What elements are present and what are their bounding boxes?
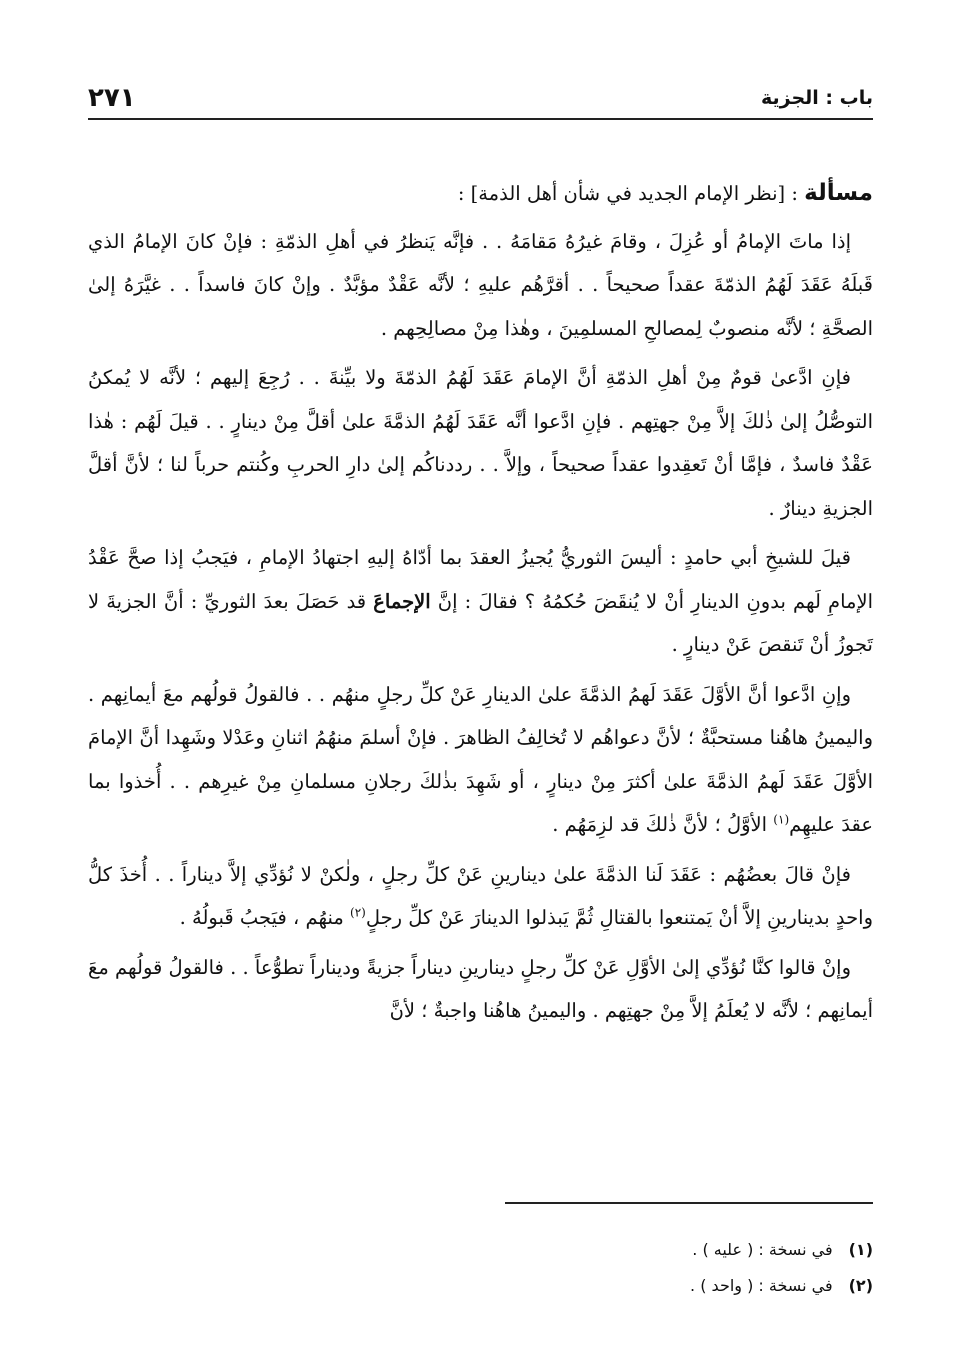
footnote-1 (88, 1232, 873, 1268)
paragraph-3 (88, 536, 873, 667)
paragraph-5-text-start: فإنْ قالَ بعضُهُم : عَقَدَ لَنا الذمَّةَ علىٰ دينارينِ عَنْ كلِّ رجلٍ ، ولٰكنْ لا نُؤدِّي إلاَّ ديناراً . . أُخذَ كلُّ واحدٍ بدينارينِ إلاَّ أنْ يَمتنعوا بالقتالِ ثُمَّ يَبذلوا الدينارَ عَنْ كلِّ رجلٍ (88, 862, 873, 929)
paragraph-2: فإنِ ادَّعىٰ قومٌ مِنْ أهلِ الذمّةِ أنَّ الإمامَ عَقَدَ لَهُمُ الذمّةَ ولا بيِّنةَ . . رُجِعَ إليهم ؛ لأنَّه لا يُمكنُ التوصُّلُ إلىٰ ذٰلكَ إلاَّ مِنْ جهتِهم . فإنِ ادَّعوا أنَّه عَقَدَ لَهُمُ الذمَّةَ علىٰ أقلَّ مِنْ دينارٍ . . قيلَ لَهُم : هٰذا عَقْدٌ فاسدٌ ، فإمَّا أنْ تَعقِدوا عقداً صحيحاً ، وإلاَّ . . رددناكُم إلىٰ دارِ الحربِ وكُنتم حرباً لنا ؛ لأنَّ أقلَّ الجزيةِ دينارٌ . (88, 366, 873, 520)
paragraph-6: وإنْ قالوا كنَّا نُؤدِّي إلىٰ الأوَّلِ عَنْ كلِّ رجلٍ دينارينِ ديناراً جزيةً وديناراً تطوُّعاً . . فالقولُ قولُهم معَ أيمانِهم ؛ لأنَّه لا يُعلَمُ إلاَّ مِنْ جهتِهم . واليمينُ هاهُنا واجبةٌ ؛ لأنَّ (88, 955, 873, 1022)
paragraph-4 (88, 673, 873, 847)
footnote-text: في نسخة : ( عليه ) . (692, 1240, 833, 1259)
footnote-2 (88, 1268, 873, 1304)
footnote-number: (٢) (848, 1276, 873, 1295)
paragraph-4-text-start: وإنِ ادَّعوا أنَّ الأوَّلَ عَقَدَ لَهمُ الذمَّةَ علىٰ الدينارِ عَنْ كلِّ رجلٍ منهُم . . فالقولُ قولُهم معَ أيمانِهم . واليمينُ هاهُنا مستحبَّةٌ ؛ لأنَّ دعواهُم لا تُخالِفُ الظاهرَ . فإنْ أسلمَ منهُمُ اثنانِ وعَدْلا وشَهِدا أنَّ الإمامَ الأوَّلَ عَقَدَ لَهمُ الذمَّةَ علىٰ أكثرَ مِنْ دينارٍ ، أو شَهِدَ بذٰلكَ رجلانِ مسلمانِ مِنْ غيرِهم . . أُخذوا بما عقدَ عليهِم (88, 682, 873, 836)
paragraph-3-text-start: قيلَ للشيخِ أبي حامدٍ : أليسَ الثوريُّ يُجيزُ العقدَ بما أدّاهُ إليهِ اجتهادُ الإمامِ ، فيَجبُ إذا صحَّ عَقْدُ الإمامِ لَهم بدونِ الدينارِ أنْ لا يُنقَضَ حُكمُهُ ؟ فقالَ : إنَّ (88, 546, 873, 613)
header-divider (88, 118, 873, 120)
section-label: مسألة (804, 180, 873, 206)
paragraph-5 (88, 853, 873, 940)
paragraph-5-text-end: منهُم ، فيَجبُ قَبولُهُ . (179, 906, 351, 929)
emphasized-term: الإجماعَ (373, 589, 431, 613)
section-title: : [نظر الإمام الجديد في شأن أهل الذمة] : (457, 182, 798, 205)
paragraph-4-text-end: الأوَّلُ ؛ لأنَّ ذٰلكَ قد لزِمَهُم . (552, 813, 774, 836)
footnote-marker-2[interactable]: (٢) (350, 905, 366, 920)
page-header (88, 78, 873, 118)
page-number: ٢٧١ (88, 83, 136, 113)
footnote-divider (505, 1202, 873, 1204)
paragraph-1: إذا ماتَ الإمامُ أو عُزِلَ ، وقامَ غيرُهُ مَقامَهُ . . فإنَّه يَنظرُ في أهلِ الذمّةِ : فإنْ كانَ الإمامُ الذي قَبلَهُ عَقَدَ لَهُمُ الذمّةَ عقداً صحيحاً . . أقرَّهُم عليهِ ؛ لأنَّه عَقْدٌ مؤبَّدٌ . وإنْ كانَ فاسداً . . غيَّرَهُ إلىٰ الصحَّةِ ؛ لأنَّه منصوبٌ لِمصالحِ المسلمِينَ ، وهٰذا مِنْ مصالِحِهم . (88, 229, 873, 340)
section-heading (88, 172, 873, 216)
main-text (88, 172, 873, 1039)
footnotes (88, 1232, 873, 1304)
footnote-marker-1[interactable]: (١) (773, 812, 790, 827)
running-head: باب : الجزية (760, 87, 873, 109)
footnote-number: (١) (848, 1240, 873, 1259)
paragraph-3-text-end: قد حَصَلَ بعدَ الثوريِّ : أنَّ الجزيةَ لا تَجوزُ أنْ تَنقصَ عَنْ دينارٍ . (88, 589, 873, 656)
footnote-text: في نسخة : ( واحد ) . (690, 1276, 833, 1295)
